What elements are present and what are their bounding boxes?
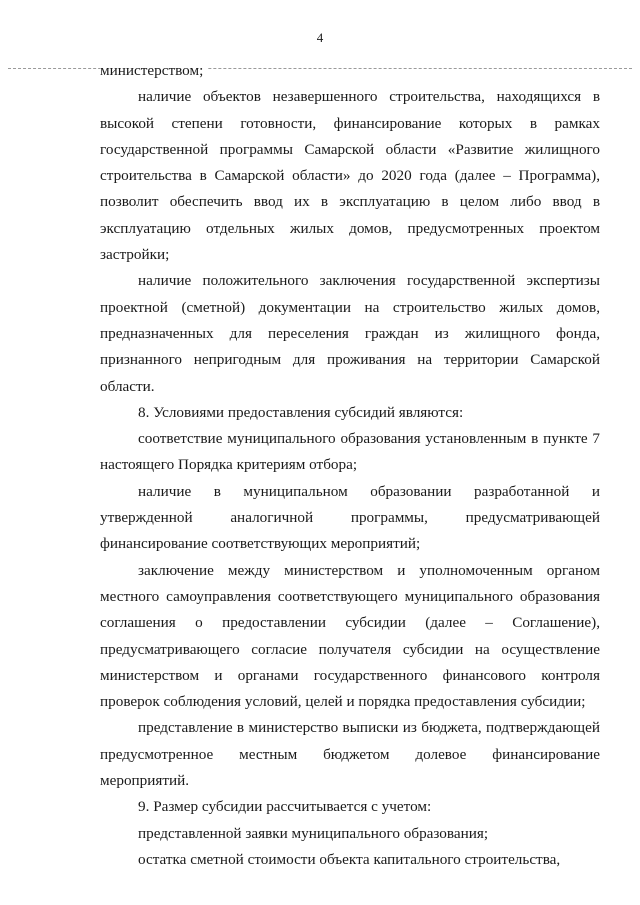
paragraph: остатка сметной стоимости объекта капитального строительства, [138,850,561,868]
paragraph: соответствие муниципального образования установленным в пункте 7 настоящего Порядка критериям отбора; [100,430,600,474]
paragraph: представленной заявки муниципального образования; [138,824,489,842]
document-body [100,58,600,873]
paragraph: наличие в муниципальном образовании разработанной и утвержденной аналогичной программы, предусматривающей финансирование соответствующих мероприятий; [100,482,600,553]
section-heading-8: 8. Условиями предоставления субсидий являются: [138,403,464,421]
paragraph: представление в министерство выписки из бюджета, подтверждающей предусмотренное местным бюджетом долевое финансирование мероприятий. [100,719,600,790]
paragraph: наличие положительного заключения государственной экспертизы проектной (сметной) документации на строительство жилых домов, предназначенных для переселения граждан из жилищного фонда, признанного непригодным для проживания на территории Самарской области. [100,272,600,395]
paragraph: заключение между министерством и уполномоченным органом местного самоуправления соответствующего муниципального образования соглашения о предоставлении субсидии (далее – Соглашение), предусматривающего согласие получателя субсидии на осуществление министерством и органами государственного финансового контроля проверок соблюдения условий, целей и порядка предоставления субсидии; [100,561,600,711]
paragraph: наличие объектов незавершенного строительства, находящихся в высокой степени готовности, финансирование которых в рамках государственной программы Самарской области «Развитие жилищного строительства в Самарской области» до 2020 года (далее – Программа), позволит обеспечить ввод их в эксплуатацию в целом либо ввод в эксплуатацию отдельных жилых домов, предусмотренных проектом застройки; [100,88,600,264]
section-heading-9: 9. Размер субсидии рассчитывается с учетом: [138,798,432,816]
page-number: 4 [316,30,324,45]
paragraph-continuation: министерством; [100,58,600,84]
